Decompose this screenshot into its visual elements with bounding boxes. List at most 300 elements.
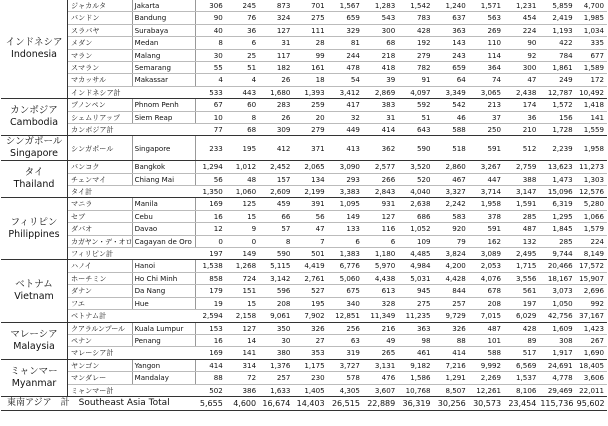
value-cell: 613 xyxy=(363,285,398,297)
value-cell: 18,405 xyxy=(576,359,607,371)
value-cell: 179 xyxy=(196,285,226,297)
value-cell: 4,076 xyxy=(469,272,504,284)
subtotal-row xyxy=(1,347,607,359)
value-cell: 51 xyxy=(226,62,259,74)
value-cell: 1,917 xyxy=(539,347,575,359)
city-name-jp: シェムリアップ xyxy=(68,111,133,123)
value-cell: 210 xyxy=(504,124,539,136)
value-cell: 1,586 xyxy=(398,372,433,384)
value-cell: 79 xyxy=(434,235,469,247)
value-cell: 18 xyxy=(293,74,327,86)
value-cell: 149 xyxy=(226,248,259,260)
value-cell: 8 xyxy=(226,111,259,123)
grand-total-label: 東南アジア 計 Southeast Asia Total xyxy=(1,396,196,410)
value-cell: 1,423 xyxy=(576,322,607,334)
value-cell: 32 xyxy=(328,111,363,123)
value-cell: 0 xyxy=(226,235,259,247)
city-name-jp: バンドン xyxy=(68,12,133,24)
value-cell: 931 xyxy=(363,198,398,210)
value-cell: 3,727 xyxy=(328,359,363,371)
value-cell: 195 xyxy=(293,297,327,309)
value-cell: 156 xyxy=(539,111,575,123)
value-cell: 11,349 xyxy=(363,310,398,322)
city-row xyxy=(1,99,607,111)
value-cell: 17,572 xyxy=(576,260,607,272)
value-cell: 1,268 xyxy=(226,260,259,272)
value-cell: 47 xyxy=(504,74,539,86)
country-label xyxy=(1,359,68,396)
value-cell: 518 xyxy=(434,136,469,161)
value-cell: 133 xyxy=(328,223,363,235)
value-cell: 3,327 xyxy=(434,186,469,198)
value-cell: 1,537 xyxy=(504,372,539,384)
value-cell: 6 xyxy=(328,235,363,247)
value-cell: 1,572 xyxy=(539,99,575,111)
city-name-jp: プノンペン xyxy=(68,99,133,111)
value-cell: 2,759 xyxy=(504,161,539,173)
value-cell: 114 xyxy=(469,49,504,61)
value-cell: 1,303 xyxy=(576,173,607,185)
value-cell: 478 xyxy=(328,62,363,74)
value-cell: 279 xyxy=(398,49,433,61)
value-cell: 2,594 xyxy=(196,310,226,322)
value-cell: 37 xyxy=(469,111,504,123)
city-name-en: Ho Chi Minh xyxy=(132,272,196,284)
city-name-jp: ペナン xyxy=(68,334,133,346)
value-cell: 56 xyxy=(196,173,226,185)
city-name-jp: マカッサル xyxy=(68,74,133,86)
value-cell: 4,305 xyxy=(328,384,363,396)
southeast-asia-data-table xyxy=(1,0,607,411)
country-name-jp: シンガポール xyxy=(5,136,63,148)
country-name-jp: マレーシア xyxy=(10,328,58,340)
city-name-en: Chiang Mai xyxy=(132,173,196,185)
value-cell: 678 xyxy=(469,285,504,297)
city-row xyxy=(1,173,607,185)
country-name-jp: タイ xyxy=(24,167,44,179)
value-cell: 1,571 xyxy=(469,0,504,12)
value-cell: 319 xyxy=(328,347,363,359)
value-cell: 22,011 xyxy=(576,384,607,396)
value-cell: 1,295 xyxy=(539,210,575,222)
value-cell: 182 xyxy=(259,62,293,74)
value-cell: 275 xyxy=(398,297,433,309)
value-cell: 590 xyxy=(398,136,433,161)
city-row xyxy=(1,111,607,123)
value-cell: 63 xyxy=(328,334,363,346)
value-cell: 4,984 xyxy=(398,260,433,272)
value-cell: 326 xyxy=(293,322,327,334)
value-cell: 245 xyxy=(226,0,259,12)
value-cell: 15,907 xyxy=(576,272,607,284)
value-cell: 2,860 xyxy=(434,161,469,173)
value-cell: 7,216 xyxy=(434,359,469,371)
value-cell: 596 xyxy=(259,285,293,297)
value-cell: 157 xyxy=(259,173,293,185)
value-cell: 2,269 xyxy=(469,372,504,384)
value-cell: 643 xyxy=(398,124,433,136)
value-cell: 3,556 xyxy=(504,272,539,284)
value-cell: 1,060 xyxy=(226,186,259,198)
value-cell: 74 xyxy=(469,74,504,86)
value-cell: 3,824 xyxy=(434,248,469,260)
value-cell: 1,175 xyxy=(293,359,327,371)
city-name-en: Malang xyxy=(132,49,196,61)
subtotal-label: インドネシア計 xyxy=(68,86,196,98)
value-cell: 1,291 xyxy=(434,372,469,384)
value-cell: 326 xyxy=(434,322,469,334)
city-row xyxy=(1,285,607,297)
value-cell: 6 xyxy=(226,37,259,49)
value-cell: 26 xyxy=(259,74,293,86)
value-cell: 5,031 xyxy=(398,272,433,284)
city-name-en: Jakarta xyxy=(132,0,196,12)
value-cell: 90 xyxy=(196,12,226,24)
value-cell: 31 xyxy=(363,111,398,123)
value-cell: 68 xyxy=(363,37,398,49)
city-row xyxy=(1,37,607,49)
value-cell: 2,696 xyxy=(576,285,607,297)
value-cell: 428 xyxy=(504,322,539,334)
city-row xyxy=(1,272,607,284)
value-cell: 1,240 xyxy=(434,0,469,12)
subtotal-row xyxy=(1,86,607,98)
value-cell: 9,729 xyxy=(434,310,469,322)
value-cell: 413 xyxy=(328,136,363,161)
value-cell: 412 xyxy=(259,136,293,161)
city-name-en: Makassar xyxy=(132,74,196,86)
value-cell: 4,778 xyxy=(539,372,575,384)
value-cell: 371 xyxy=(293,136,327,161)
value-cell: 5,115 xyxy=(259,260,293,272)
subtotal-label: ベトナム計 xyxy=(68,310,196,322)
value-cell: 3,073 xyxy=(539,285,575,297)
value-cell: 57 xyxy=(259,223,293,235)
city-row xyxy=(1,198,607,210)
value-cell: 324 xyxy=(259,12,293,24)
value-cell: 67 xyxy=(196,99,226,111)
value-cell: 250 xyxy=(469,124,504,136)
value-cell: 3,065 xyxy=(469,86,504,98)
value-cell: 2,577 xyxy=(363,161,398,173)
subtotal-label: ミャンマー計 xyxy=(68,384,196,396)
value-cell: 4,438 xyxy=(363,272,398,284)
value-cell: 1,538 xyxy=(196,260,226,272)
subtotal-row xyxy=(1,124,607,136)
value-cell: 6,319 xyxy=(539,198,575,210)
value-cell: 111 xyxy=(293,24,327,36)
value-cell: 283 xyxy=(259,99,293,111)
value-cell: 4,419 xyxy=(293,260,327,272)
city-row xyxy=(1,161,607,173)
value-cell: 386 xyxy=(226,384,259,396)
value-cell: 244 xyxy=(328,49,363,61)
value-cell: 4 xyxy=(226,74,259,86)
value-cell: 1,690 xyxy=(576,347,607,359)
value-cell: 447 xyxy=(469,173,504,185)
value-cell: 42,756 xyxy=(539,310,575,322)
value-cell: 476 xyxy=(363,372,398,384)
value-cell: 249 xyxy=(539,74,575,86)
city-name-en: Da Nang xyxy=(132,285,196,297)
value-cell: 873 xyxy=(259,0,293,12)
value-cell: 592 xyxy=(398,99,433,111)
value-cell: 47 xyxy=(293,223,327,235)
value-cell: 920 xyxy=(434,223,469,235)
country-name-en: Indonesia xyxy=(11,49,57,61)
subtotal-row xyxy=(1,384,607,396)
value-cell: 101 xyxy=(469,334,504,346)
value-cell: 1,845 xyxy=(539,223,575,235)
value-cell: 3,607 xyxy=(363,384,398,396)
city-name-en: Bangkok xyxy=(132,161,196,173)
value-cell: 1,418 xyxy=(576,99,607,111)
city-name-en: Bandung xyxy=(132,12,196,24)
value-cell: 1,633 xyxy=(259,384,293,396)
value-cell: 2,452 xyxy=(259,161,293,173)
value-cell: 1,559 xyxy=(576,124,607,136)
value-cell: 659 xyxy=(328,12,363,24)
value-cell: 2,239 xyxy=(539,136,575,161)
value-cell: 39 xyxy=(363,74,398,86)
value-cell: 265 xyxy=(363,347,398,359)
value-cell: 5,655 xyxy=(196,396,226,410)
value-cell: 169 xyxy=(196,198,226,210)
subtotal-label: マレーシア計 xyxy=(68,347,196,359)
value-cell: 449 xyxy=(328,124,363,136)
value-cell: 543 xyxy=(363,12,398,24)
value-cell: 6,776 xyxy=(328,260,363,272)
value-cell: 161 xyxy=(293,62,327,74)
value-cell: 1,383 xyxy=(328,248,363,260)
country-name-jp: カンボジア xyxy=(10,105,58,117)
value-cell: 127 xyxy=(363,210,398,222)
value-cell: 88 xyxy=(196,372,226,384)
value-cell: 197 xyxy=(196,248,226,260)
value-cell: 230 xyxy=(293,372,327,384)
country-name-jp: ミャンマー xyxy=(10,365,58,377)
value-cell: 335 xyxy=(576,37,607,49)
value-cell: 2,869 xyxy=(363,86,398,98)
value-cell: 3,089 xyxy=(469,248,504,260)
value-cell: 15 xyxy=(226,210,259,222)
value-cell: 257 xyxy=(259,372,293,384)
value-cell: 1,052 xyxy=(398,223,433,235)
value-cell: 391 xyxy=(293,198,327,210)
city-name-en: Surabaya xyxy=(132,24,196,36)
value-cell: 12,576 xyxy=(576,186,607,198)
city-name-en: Cagayan de Oro xyxy=(132,235,196,247)
city-row xyxy=(1,24,607,36)
value-cell: 98 xyxy=(398,334,433,346)
value-cell: 88 xyxy=(434,334,469,346)
value-cell: 90 xyxy=(504,37,539,49)
value-cell: 300 xyxy=(504,62,539,74)
value-cell: 285 xyxy=(504,210,539,222)
value-cell: 89 xyxy=(504,334,539,346)
value-cell: 314 xyxy=(226,359,259,371)
value-cell: 7 xyxy=(293,235,327,247)
value-cell: 169 xyxy=(196,347,226,359)
city-name-jp: マニラ xyxy=(68,198,133,210)
value-cell: 257 xyxy=(434,297,469,309)
value-cell: 151 xyxy=(226,285,259,297)
value-cell: 141 xyxy=(226,347,259,359)
value-cell: 675 xyxy=(328,285,363,297)
city-name-en: Mandalay xyxy=(132,372,196,384)
value-cell: 13,623 xyxy=(539,161,575,173)
value-cell: 1,405 xyxy=(293,384,327,396)
value-cell: 563 xyxy=(469,12,504,24)
city-name-en: Hue xyxy=(132,297,196,309)
city-name-en: Cebu xyxy=(132,210,196,222)
country-label xyxy=(1,198,68,260)
value-cell: 37,167 xyxy=(576,310,607,322)
value-cell: 2,242 xyxy=(434,198,469,210)
value-cell: 591 xyxy=(469,136,504,161)
value-cell: 77 xyxy=(196,124,226,136)
value-cell: 350 xyxy=(259,322,293,334)
value-cell: 153 xyxy=(196,322,226,334)
value-cell: 1,589 xyxy=(576,62,607,74)
city-row xyxy=(1,372,607,384)
value-cell: 1,715 xyxy=(504,260,539,272)
value-cell: 29,469 xyxy=(539,384,575,396)
value-cell: 4,097 xyxy=(398,86,433,98)
city-row xyxy=(1,136,607,161)
value-cell: 36,319 xyxy=(398,396,433,410)
value-cell: 487 xyxy=(504,223,539,235)
country-label xyxy=(1,136,68,161)
value-cell: 364 xyxy=(469,62,504,74)
value-cell: 10 xyxy=(196,111,226,123)
value-cell: 363 xyxy=(434,24,469,36)
value-cell: 328 xyxy=(363,297,398,309)
value-cell: 590 xyxy=(259,248,293,260)
value-cell: 279 xyxy=(293,124,327,136)
city-name-jp: スラバヤ xyxy=(68,24,133,36)
value-cell: 517 xyxy=(504,347,539,359)
value-cell: 3,131 xyxy=(363,359,398,371)
value-cell: 686 xyxy=(398,210,433,222)
value-cell: 1,180 xyxy=(363,248,398,260)
value-cell: 383 xyxy=(363,99,398,111)
value-cell: 2,053 xyxy=(469,260,504,272)
value-cell: 76 xyxy=(226,12,259,24)
value-cell: 4,600 xyxy=(226,396,259,410)
city-name-jp: ホーチミン xyxy=(68,272,133,284)
value-cell: 10,768 xyxy=(398,384,433,396)
value-cell: 22,889 xyxy=(363,396,398,410)
value-cell: 36 xyxy=(504,111,539,123)
value-cell: 501 xyxy=(293,248,327,260)
city-name-en: Siem Reap xyxy=(132,111,196,123)
value-cell: 340 xyxy=(328,297,363,309)
country-name-en: Singapore xyxy=(10,148,58,160)
city-name-jp: ダバオ xyxy=(68,223,133,235)
value-cell: 267 xyxy=(576,334,607,346)
value-cell: 99 xyxy=(293,49,327,61)
value-cell: 588 xyxy=(434,124,469,136)
city-name-en: Yangon xyxy=(132,359,196,371)
value-cell: 109 xyxy=(398,235,433,247)
country-name-jp: インドネシア xyxy=(5,37,63,49)
value-cell: 293 xyxy=(328,173,363,185)
value-cell: 216 xyxy=(363,322,398,334)
city-name-jp: チェンマイ xyxy=(68,173,133,185)
value-cell: 309 xyxy=(259,124,293,136)
value-cell: 363 xyxy=(398,322,433,334)
value-cell: 542 xyxy=(434,99,469,111)
value-cell: 10,492 xyxy=(576,86,607,98)
value-cell: 55 xyxy=(196,62,226,74)
value-cell: 2,609 xyxy=(259,186,293,198)
city-name-jp: バンコク xyxy=(68,161,133,173)
value-cell: 3,520 xyxy=(398,161,433,173)
value-cell: 16 xyxy=(196,334,226,346)
value-cell: 266 xyxy=(363,173,398,185)
city-name-jp: ヤンゴン xyxy=(68,359,133,371)
value-cell: 1,350 xyxy=(196,186,226,198)
value-cell: 414 xyxy=(434,347,469,359)
value-cell: 422 xyxy=(539,37,575,49)
value-cell: 5,859 xyxy=(539,0,575,12)
value-cell: 51 xyxy=(398,111,433,123)
value-cell: 91 xyxy=(398,74,433,86)
value-cell: 127 xyxy=(259,24,293,36)
value-cell: 116 xyxy=(363,223,398,235)
value-cell: 30,256 xyxy=(434,396,469,410)
city-row xyxy=(1,0,607,12)
value-cell: 15 xyxy=(226,297,259,309)
value-cell: 1,050 xyxy=(539,297,575,309)
value-cell: 20 xyxy=(293,111,327,123)
value-cell: 4,700 xyxy=(576,0,607,12)
value-cell: 197 xyxy=(504,297,539,309)
value-cell: 269 xyxy=(469,24,504,36)
value-cell: 110 xyxy=(469,37,504,49)
value-cell: 6 xyxy=(363,235,398,247)
value-cell: 134 xyxy=(293,173,327,185)
country-name-en: Thailand xyxy=(13,179,55,191)
city-name-jp: クアラルンプール xyxy=(68,322,133,334)
value-cell: 30 xyxy=(196,49,226,61)
value-cell: 132 xyxy=(504,235,539,247)
value-cell: 782 xyxy=(398,62,433,74)
value-cell: 362 xyxy=(363,136,398,161)
value-cell: 2,495 xyxy=(504,248,539,260)
value-cell: 0 xyxy=(196,235,226,247)
value-cell: 701 xyxy=(293,0,327,12)
value-cell: 1,958 xyxy=(576,136,607,161)
value-cell: 12,787 xyxy=(539,86,575,98)
value-cell: 6,569 xyxy=(504,359,539,371)
value-cell: 259 xyxy=(293,99,327,111)
value-cell: 12,261 xyxy=(469,384,504,396)
value-cell: 5,280 xyxy=(576,198,607,210)
value-cell: 561 xyxy=(504,285,539,297)
value-cell: 11,235 xyxy=(398,310,433,322)
subtotal-label: タイ計 xyxy=(68,186,196,198)
value-cell: 4 xyxy=(196,74,226,86)
value-cell: 844 xyxy=(434,285,469,297)
value-cell: 81 xyxy=(328,37,363,49)
subtotal-row xyxy=(1,310,607,322)
subtotal-label: フィリピン計 xyxy=(68,248,196,260)
value-cell: 224 xyxy=(576,235,607,247)
value-cell: 95,602 xyxy=(576,396,607,410)
value-cell: 3,349 xyxy=(434,86,469,98)
